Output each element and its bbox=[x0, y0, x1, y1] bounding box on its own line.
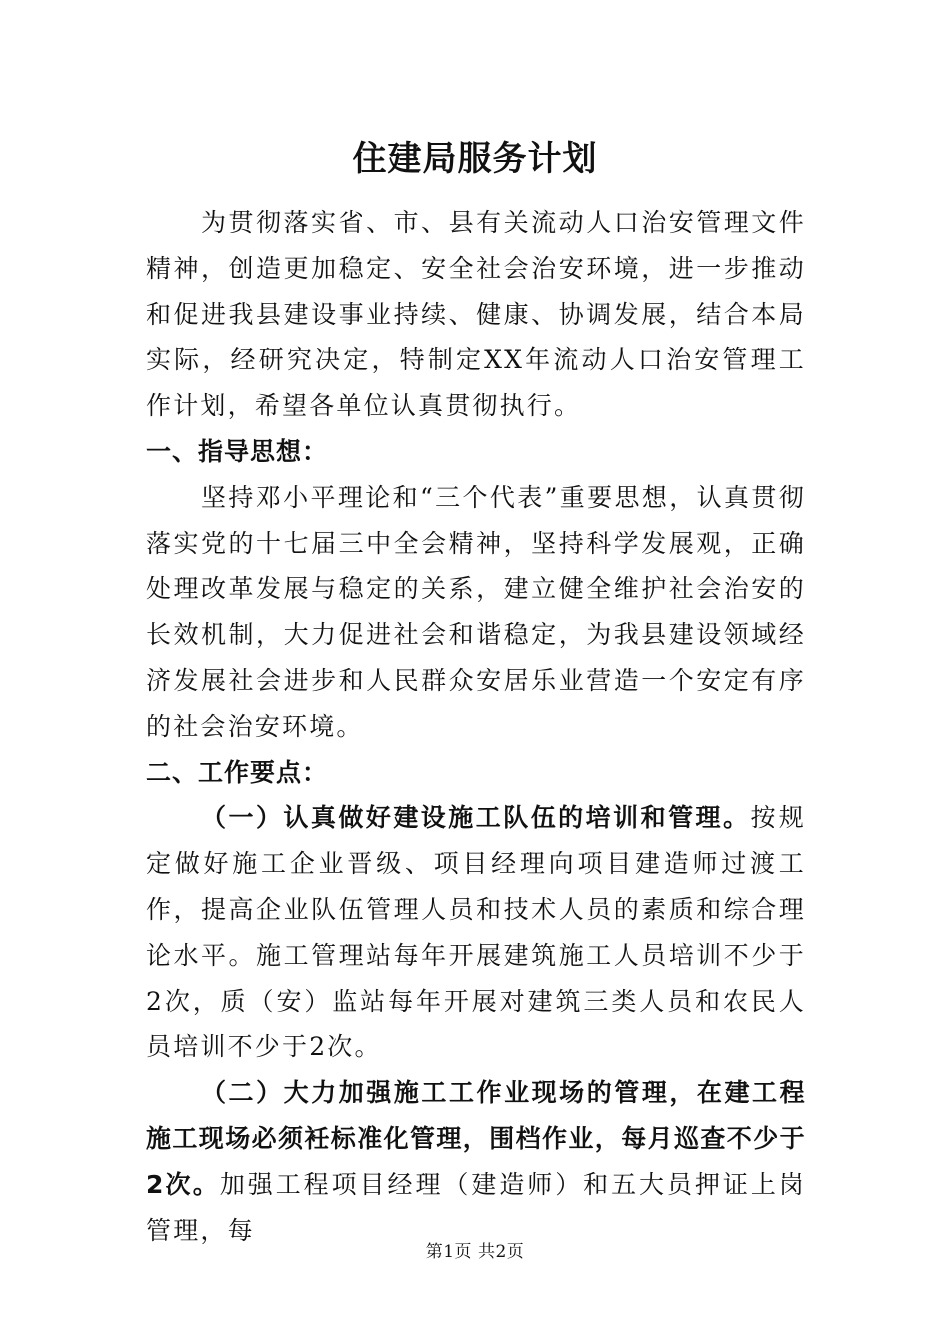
section-heading-work-points: 二、工作要点： bbox=[146, 757, 329, 787]
guiding-ideology-paragraph: 坚持邓小平理论和“三个代表”重要思想，认真贯彻落实党的十七届三中全会精神，坚持科学发展观，正确处理改革发展与稳定的关系，建立健全维护社会治安的长效机制，大力促进社会和谐稳定，为我县建设领域经济发展社会进步和人民群众安居乐业营造一个安定有序的社会治安环境。 bbox=[146, 482, 806, 741]
document-title: 住建局服务计划 bbox=[352, 139, 598, 179]
document-body bbox=[146, 200, 806, 1253]
work-point-1-lead: （一）认真做好建设施工队伍的培训和管理。 bbox=[201, 803, 751, 833]
work-point-1-body: 按规定做好施工企业晋级、项目经理向项目建造师过渡工作，提高企业队伍管理人员和技术人员的素质和综合理论水平。施工管理站每年开展建筑施工人员培训不少于2次，质（安）监站每年开展对建筑三类人员和农民人员培训不少于2次。 bbox=[146, 803, 806, 1062]
work-point-1-paragraph bbox=[146, 795, 806, 1070]
page-number-footer: 第1页 共2页 bbox=[425, 1242, 525, 1262]
work-point-2-lead: （二）大力加强施工工作业现场的管理，在建工程施工现场必须衽标准化管理，围档作业，每月巡查不少于2次。 bbox=[146, 1078, 807, 1199]
work-point-2-body: 加强工程项目经理（建造师）和五大员押证上岗管理，每 bbox=[146, 1169, 806, 1245]
section-heading-guiding-ideology: 一、指导思想： bbox=[146, 436, 329, 466]
work-point-2-paragraph bbox=[146, 1070, 806, 1253]
intro-paragraph: 为贯彻落实省、市、县有关流动人口治安管理文件精神，创造更加稳定、安全社会治安环境，进一步推动和促进我县建设事业持续、健康、协调发展，结合本局实际，经研究决定，特制定XX年流动人口治安管理工作计划，希望各单位认真贯彻执行。 bbox=[146, 208, 806, 421]
